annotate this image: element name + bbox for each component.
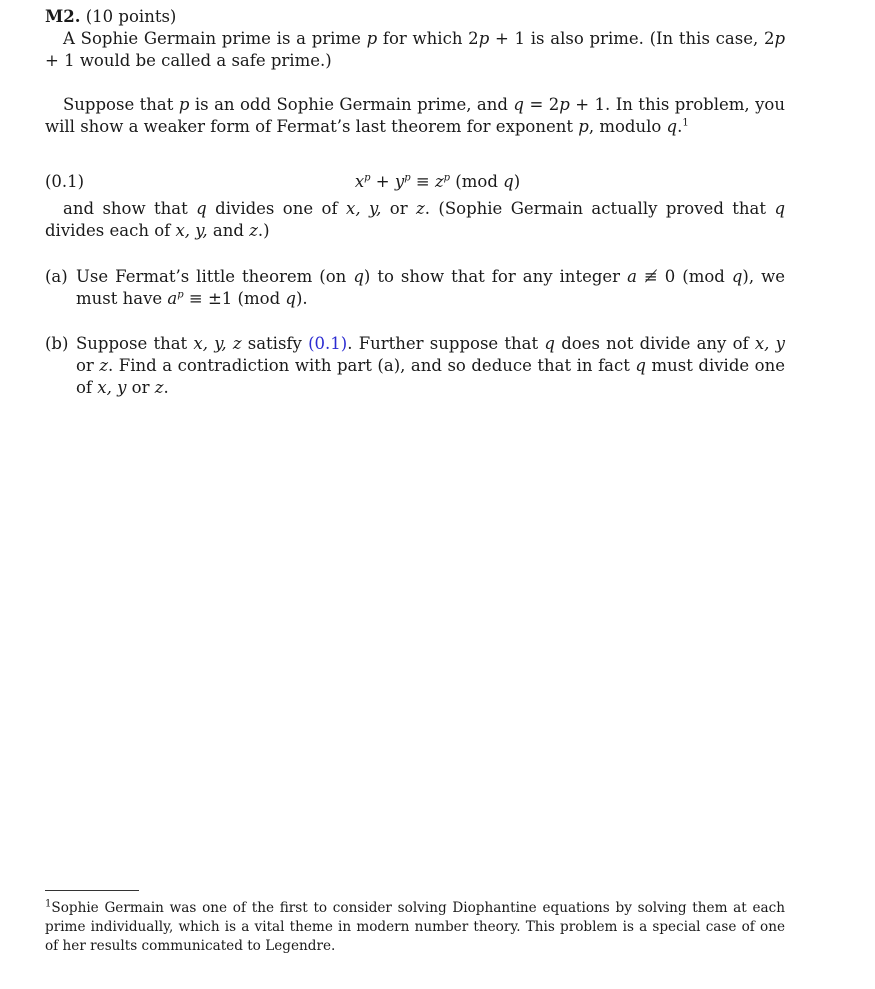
math-var: q: [666, 117, 678, 136]
math-var: q: [635, 356, 646, 375]
footnote-marker[interactable]: 1: [682, 117, 689, 129]
math-var: p: [559, 95, 570, 114]
math-var: p: [774, 29, 786, 48]
math-var: q: [544, 334, 555, 353]
math-var: a: [167, 289, 178, 308]
math-var: z: [154, 378, 164, 397]
text: ≢ 0 (mod: [636, 267, 732, 286]
math-var: p: [578, 117, 589, 136]
part-a: [45, 266, 785, 310]
footnote-text: Sophie Germain was one of the first to consider solving Diophantine equations by solving them at each prime individually, which is a vital theme in modern number theory. This problem is a special case of one of her results communicated to Legendre.: [45, 900, 785, 954]
text: A Sophie Germain prime is a prime: [63, 29, 367, 48]
math-var: z: [99, 356, 109, 375]
math-var: p: [478, 29, 490, 48]
text: Use Fermat’s little theorem (on: [76, 267, 354, 286]
text: .: [677, 117, 683, 136]
text: or: [381, 199, 417, 218]
text: is an odd Sophie Germain prime, and: [189, 95, 514, 114]
text: divides one of: [206, 199, 347, 218]
text: Suppose that: [76, 334, 194, 353]
math-op: +: [370, 172, 395, 191]
math-var: x: [354, 172, 365, 191]
text: + 1. In this problem, you will show a weaker form of Fermat’s last theorem for exponent: [45, 95, 785, 136]
text: or: [126, 378, 155, 397]
math-op: ): [513, 172, 521, 191]
math-exponent: p: [364, 172, 371, 184]
part-b-label: (b): [45, 334, 69, 353]
text: . Find a contradiction with part (a), and so deduce that in fact: [108, 356, 636, 375]
math-var: q: [503, 172, 514, 191]
math-var: y: [394, 172, 405, 191]
text: and show that: [63, 199, 197, 218]
math-var: x, y,: [175, 221, 208, 240]
text: ), we must have: [76, 267, 785, 308]
math-var: z: [249, 221, 258, 240]
math-var: x, y,: [346, 199, 382, 218]
math-var: x, y, z: [193, 334, 242, 353]
paragraph-setup: [45, 94, 785, 138]
text: + 1 would be called a safe prime.): [45, 51, 332, 70]
math-op: ≡: [410, 172, 435, 191]
part-a-text: [76, 266, 785, 310]
math-exponent: p: [443, 172, 451, 184]
text: = 2: [523, 95, 560, 114]
problem-label: M2.: [45, 7, 81, 26]
text: + 1 is also prime. (In this case, 2: [489, 29, 775, 48]
text: ) to show that for any integer: [363, 267, 628, 286]
math-var: q: [731, 267, 743, 286]
footnote: [45, 899, 785, 956]
text: .): [257, 221, 270, 240]
math-exponent: p: [177, 289, 184, 301]
text: for which 2: [377, 29, 479, 48]
text: . (Sophie Germain actually proved that: [424, 199, 775, 218]
equation-0-1: [0, 171, 875, 193]
text: or: [76, 356, 100, 375]
math-var: p: [366, 29, 378, 48]
text: and: [207, 221, 250, 240]
text: , modulo: [588, 117, 667, 136]
math-exponent: p: [404, 172, 411, 184]
math-var: q: [774, 199, 786, 218]
part-a-label: (a): [45, 267, 68, 286]
text: divides each of: [45, 221, 176, 240]
problem-header: [45, 6, 785, 28]
paragraph-goal: [45, 198, 785, 242]
math-var: q: [285, 289, 296, 308]
math-var: z: [416, 199, 425, 218]
text: ≡ ±1 (mod: [183, 289, 286, 308]
footnote-mark: 1: [45, 898, 52, 910]
problem-points: (10 points): [85, 7, 177, 26]
equation-number: (0.1): [45, 172, 85, 191]
text: ).: [295, 289, 308, 308]
part-b-text: [76, 333, 785, 399]
paragraph-definition: [45, 28, 785, 72]
text: . Further suppose that: [347, 334, 545, 353]
math-var: q: [353, 267, 364, 286]
text: Suppose that: [63, 95, 179, 114]
math-var: q: [513, 95, 524, 114]
text: must divide one of: [76, 356, 785, 397]
footnote-rule: [45, 890, 139, 891]
math-var: a: [627, 267, 637, 286]
math-var: q: [196, 199, 207, 218]
math-var: x, y: [97, 378, 127, 397]
text: .: [163, 378, 169, 397]
text: satisfy: [241, 334, 309, 353]
equation-ref-link[interactable]: (0.1): [308, 334, 348, 353]
math-var: p: [178, 95, 190, 114]
math-op: (mod: [450, 172, 504, 191]
text: does not divide any of: [554, 334, 755, 353]
part-b: [45, 333, 785, 399]
math-var: x, y: [754, 334, 785, 353]
math-var: z: [434, 172, 444, 191]
